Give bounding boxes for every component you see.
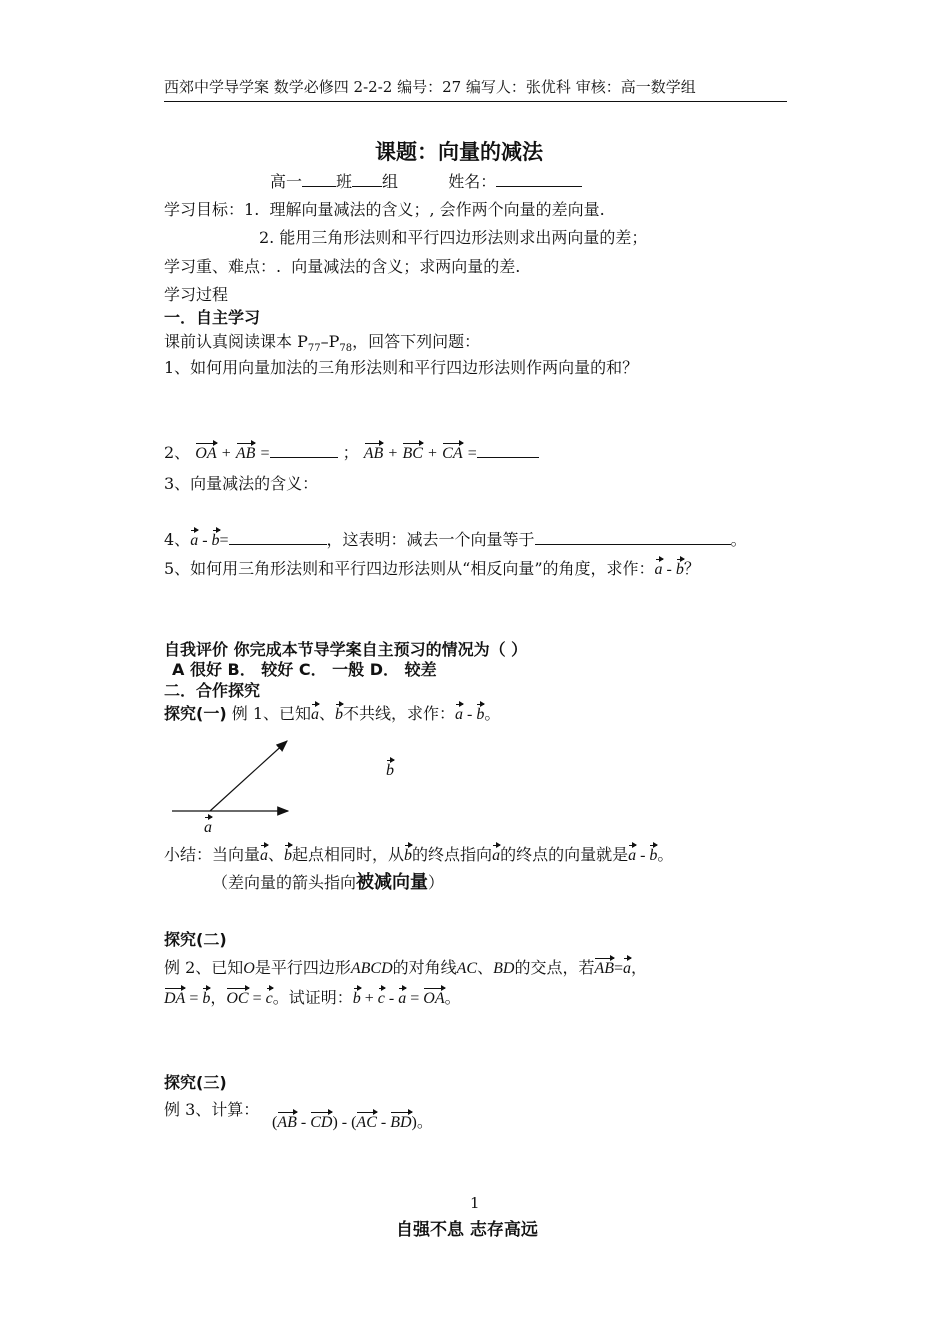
student-info-line xyxy=(270,171,582,192)
summary-mid1: 起点相同时，从 xyxy=(292,845,405,864)
example2-prefix: 例 2、已知 xyxy=(164,958,244,977)
example-3-label: 例 3、计算： xyxy=(164,1100,260,1119)
vector-b-q4: b xyxy=(212,528,220,548)
summary-note xyxy=(212,873,444,893)
example-2-line1: 例 2、已知O是平行四边形ABCD的对角线AC、BD的交点，若AB=a， xyxy=(164,958,648,977)
q4-answer-blank-1[interactable] xyxy=(229,529,327,545)
vector-b-sum: b xyxy=(284,843,292,863)
vector-a-ex2: a xyxy=(623,956,631,976)
vector-OA: OA xyxy=(195,441,216,461)
goals-line-1 xyxy=(164,200,605,220)
vector-b-sum-2: b xyxy=(404,843,412,863)
diagonal-BD: BD xyxy=(493,960,515,977)
vector-OA-proof: OA xyxy=(423,986,444,1006)
group-label: 组 xyxy=(382,172,399,191)
vector-a-ex1-2: a xyxy=(455,702,463,722)
point-O: O xyxy=(243,960,255,977)
ex3-end: 。 xyxy=(416,1112,433,1131)
goals-item1-num: 1. xyxy=(244,200,260,219)
vector-BD-ex3: BD xyxy=(390,1110,411,1130)
vector-DA: DA xyxy=(164,986,185,1006)
class-label: 班 xyxy=(336,172,353,191)
vector-b-ex1-2: b xyxy=(476,702,484,722)
name-label: 姓名： xyxy=(448,172,497,191)
vector-CD-ex3: CD xyxy=(310,1110,332,1130)
summary-mid3: 的终点的向量就是 xyxy=(500,845,629,864)
page-number: 1 xyxy=(470,1194,480,1212)
goals-item1: 理解向量减法的含义；, 会作两个向量的差向量. xyxy=(269,200,605,219)
goals-item2: 2. 能用三角形法则和平行四边形法则求出两向量的差； xyxy=(259,228,648,247)
self-eval-line1: 自我评价 你完成本节导学案自主预习的情况为（ ） xyxy=(164,640,528,659)
sum-sep: 、 xyxy=(268,845,285,864)
q4-num: 4、 xyxy=(164,530,191,549)
vector-a-sum: a xyxy=(260,843,268,863)
example2-mid3: 的交点，若 xyxy=(514,958,595,977)
read-prefix: 课前认真阅读课本 P xyxy=(164,332,308,351)
example-1: 探究(一) 例 1、已知a、b不共线，求作：a - b。 xyxy=(164,704,501,723)
example-3-expression: (AB - CD) - (AC - BD)。 xyxy=(272,1112,433,1131)
vector-AB-ex3: AB xyxy=(277,1110,297,1130)
vector-CA: CA xyxy=(442,441,462,461)
note-bold: 被减向量 xyxy=(356,872,429,893)
question-4: 4、a - b= ，这表明：减去一个向量等于 。 xyxy=(164,530,747,549)
q2-num: 2、 xyxy=(164,443,191,462)
q2-answer-blank-2[interactable] xyxy=(477,442,539,458)
keypoints-text: 向量减法的含义；求两向量的差. xyxy=(291,257,521,276)
vector-b-q5: b xyxy=(676,557,684,577)
q4-answer-blank-2[interactable] xyxy=(535,529,731,545)
vector-a-sum-2: a xyxy=(492,843,500,863)
header-rule xyxy=(164,101,787,102)
vector-b-arrow xyxy=(210,741,287,811)
question-1: 1、如何用向量加法的三角形法则和平行四边形法则作两向量的和？ xyxy=(164,358,639,377)
page-header: 西郊中学导学案 数学必修四 2-2-2 编号：27 编写人：张优科 审核：高一数学组 xyxy=(164,78,696,96)
keypoints-line xyxy=(164,257,520,277)
q5-text: 5、如何用三角形法则和平行四边形法则从“相反向量”的角度，求作： xyxy=(164,559,655,578)
proof-end: 。 xyxy=(444,988,461,1007)
diagram-label-b xyxy=(386,758,394,780)
diagonal-AC: AC xyxy=(456,960,478,977)
vector-OC: OC xyxy=(226,986,248,1006)
q5-end: ？ xyxy=(683,559,700,578)
vector-a-sum-3: a xyxy=(628,843,636,863)
vector-b-ex1: b xyxy=(335,702,343,722)
explore1-label: 探究(一) xyxy=(164,704,227,723)
class-blank[interactable] xyxy=(302,171,336,187)
group-blank[interactable] xyxy=(352,171,382,187)
note-prefix: （差向量的箭头指向 xyxy=(212,873,357,892)
example1-prefix: 例 1、已知 xyxy=(231,704,312,723)
example1-end: 。 xyxy=(484,704,501,723)
diagram-b-text: b xyxy=(386,758,394,778)
section1-heading: 一．自主学习 xyxy=(164,308,261,327)
read-page-end: 78 xyxy=(339,343,353,355)
vector-b-sum-3: b xyxy=(649,843,657,863)
vector-b-proof: b xyxy=(353,986,361,1006)
footer-motto: 自强不息 志存高远 xyxy=(396,1220,538,1240)
vector-a-q5: a xyxy=(655,557,663,577)
vector-a-proof: a xyxy=(398,986,406,1006)
vector-diagram xyxy=(160,732,420,842)
keypoints-label: 学习重、难点：. xyxy=(164,257,282,276)
vector-c-proof: c xyxy=(378,986,385,1006)
summary-mid2: 的终点指向 xyxy=(412,845,493,864)
explore3-label: 探究(三) xyxy=(164,1073,227,1092)
name-blank[interactable] xyxy=(496,171,582,187)
summary-prefix: 小结：当向量 xyxy=(164,845,261,864)
example-2-line2: DA = b，OC = c。试证明：b + c - a = OA。 xyxy=(164,988,461,1007)
grade-label: 高一 xyxy=(270,172,303,191)
ex1-sep: 、 xyxy=(319,704,336,723)
q4-mid: ，这表明：减去一个向量等于 xyxy=(326,530,535,549)
process-label: 学习过程 xyxy=(164,285,229,304)
parallelogram-ABCD: ABCD xyxy=(350,960,393,977)
read-mid: –P xyxy=(320,332,340,351)
vector-a-ex1: a xyxy=(311,702,319,722)
q4-end: 。 xyxy=(730,530,747,549)
question-3: 3、向量减法的含义： xyxy=(164,474,319,493)
vector-AC-ex3: AC xyxy=(356,1110,376,1130)
vector-c-ex2: c xyxy=(266,986,273,1006)
example2-mid2: 的对角线 xyxy=(392,958,457,977)
section2-heading: 二．合作探究 xyxy=(164,681,261,700)
vector-AB-ex2: AB xyxy=(594,956,614,976)
vector-AB-2: AB xyxy=(364,441,384,461)
read-page-start: 77 xyxy=(307,343,321,355)
summary-line: 小结：当向量a、b起点相同时，从b的终点指向a的终点的向量就是a - b。 xyxy=(164,845,674,864)
note-suffix: ） xyxy=(428,873,445,892)
read-suffix: ，回答下列问题： xyxy=(352,332,481,351)
diagram-a-text: a xyxy=(204,815,212,835)
diagram-label-a xyxy=(204,815,212,837)
q2-answer-blank-1[interactable] xyxy=(270,442,338,458)
vector-a-q4: a xyxy=(190,528,198,548)
vector-BC: BC xyxy=(402,441,422,461)
reading-instruction xyxy=(164,332,480,359)
question-5: 5、如何用三角形法则和平行四边形法则从“相反向量”的角度，求作：a - b？ xyxy=(164,559,700,578)
example2-proof-label: 。试证明： xyxy=(272,988,353,1007)
self-eval-options[interactable]: A 很好 B． 较好 C． 一般 D． 较差 xyxy=(172,660,437,679)
ex2-sep: 、 xyxy=(477,958,494,977)
question-2: 2、 OA + AB = ； AB + BC + CA = xyxy=(164,441,539,464)
vector-AB: AB xyxy=(236,441,256,461)
goals-label: 学习目标： xyxy=(164,200,245,219)
example1-mid: 不共线，求作： xyxy=(343,704,456,723)
page-title: 课题：向量的减法 xyxy=(375,140,543,164)
vector-b-ex2: b xyxy=(202,986,210,1006)
explore2-label: 探究(二) xyxy=(164,930,227,949)
example2-mid1: 是平行四边形 xyxy=(254,958,351,977)
summary-end: 。 xyxy=(657,845,674,864)
